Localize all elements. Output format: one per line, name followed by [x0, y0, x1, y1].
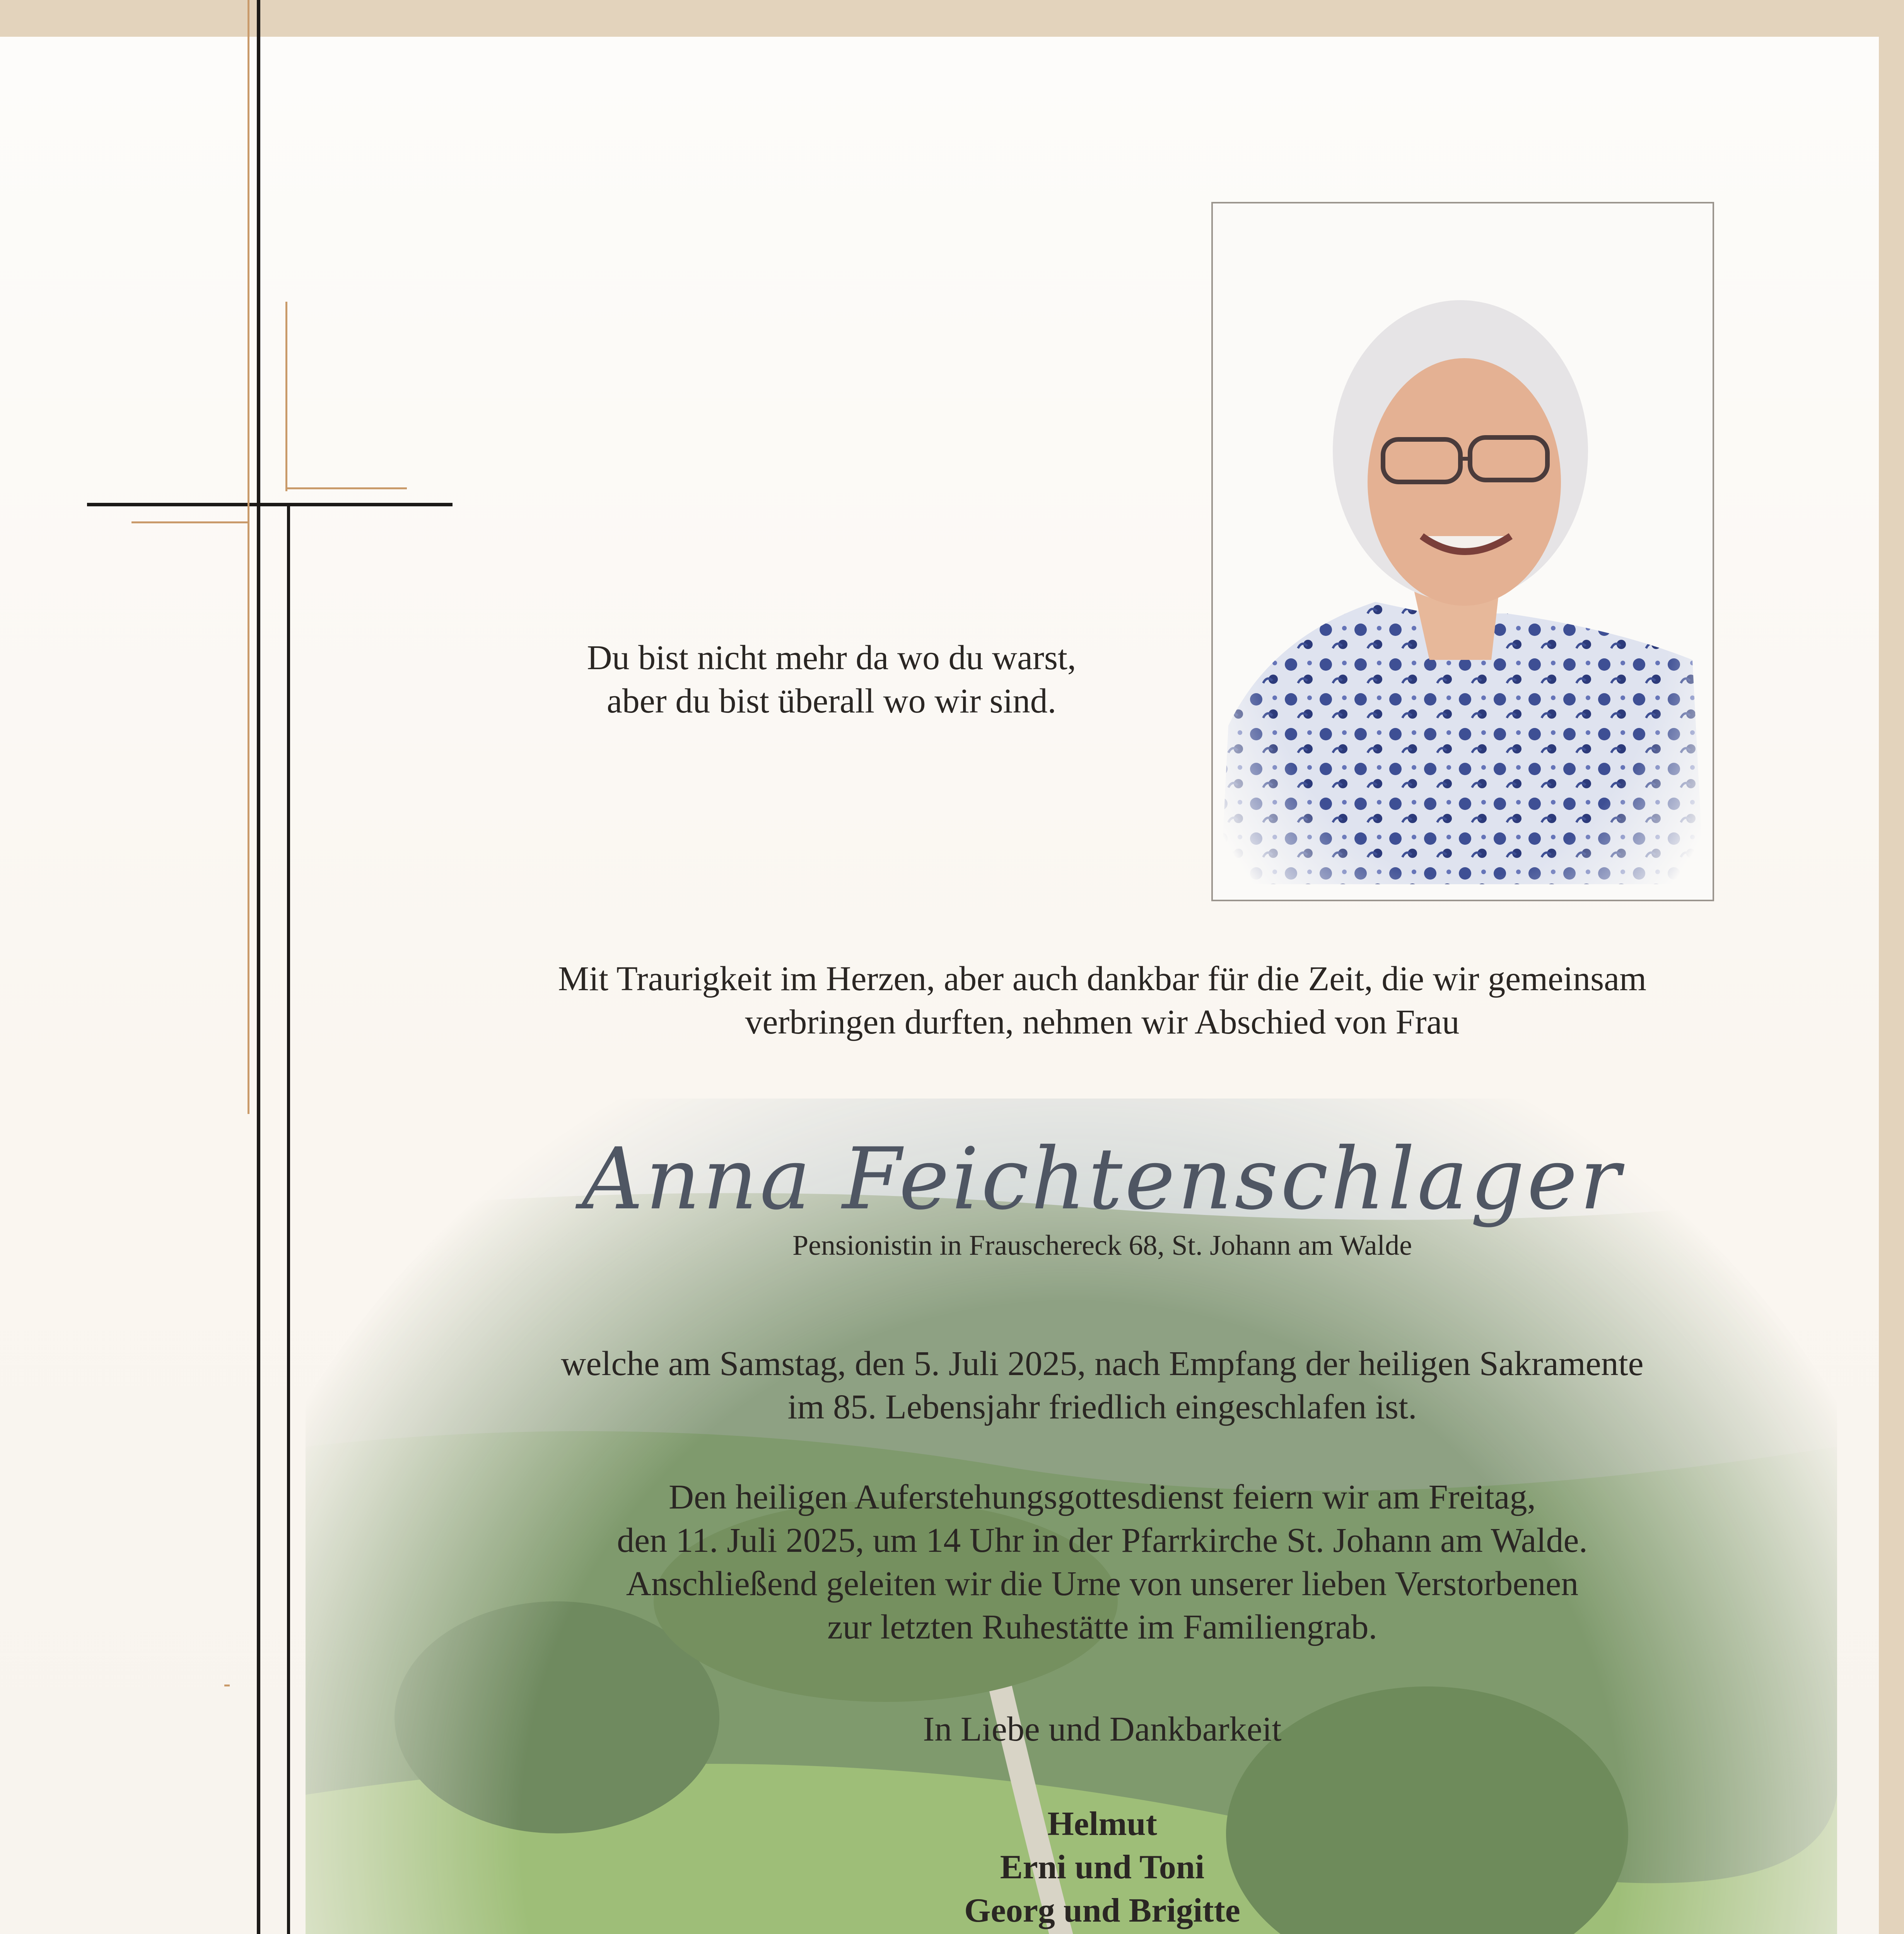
service-line: den 11. Juli 2025, um 14 Uhr in der Pfarrkirche St. Johann am Walde.: [617, 1521, 1588, 1560]
portrait-photo: [1211, 202, 1714, 901]
deceased-name: Anna Feichtenschlager: [582, 1129, 1623, 1228]
portrait-illustration: [1213, 203, 1713, 900]
service-info: [348, 1476, 1856, 1649]
intro-paragraph: [348, 957, 1856, 1044]
death-notice-line: welche am Samstag, den 5. Juli 2025, nach Empfang der heiligen Sakramente: [561, 1345, 1644, 1383]
verse-line: Du bist nicht mehr da wo du warst,: [587, 639, 1076, 677]
death-notice-line: im 85. Lebensjahr friedlich eingeschlafen ist.: [787, 1388, 1417, 1426]
service-line: zur letzten Ruhestätte im Familiengrab.: [827, 1608, 1378, 1646]
family-name: Erni und Toni: [1000, 1849, 1205, 1886]
family-name: Helmut: [1047, 1805, 1157, 1843]
service-line: Anschließend geleiten wir die Urne von unserer lieben Verstorbenen: [626, 1565, 1579, 1603]
closing-line: In Liebe und Dankbarkeit: [923, 1710, 1282, 1748]
verse-line: aber du bist überall wo wir sind.: [606, 682, 1057, 720]
children-list: [348, 1802, 1856, 1934]
closing: [348, 1708, 1856, 1751]
deceased-block: [348, 1129, 1856, 1267]
death-notice: [348, 1342, 1856, 1429]
verse: [503, 636, 1160, 723]
intro-line: Mit Traurigkeit im Herzen, aber auch dankbar für die Zeit, die wir gemeinsam: [558, 960, 1647, 998]
intro-line: verbringen durften, nehmen wir Abschied von Frau: [745, 1003, 1460, 1041]
service-line: Den heiligen Auferstehungsgottesdienst feiern wir am Freitag,: [669, 1478, 1536, 1516]
family-name: [348, 1932, 1856, 1934]
family-name: Georg und Brigitte: [964, 1892, 1240, 1929]
deceased-subtitle: Pensionistin in Frauschereck 68, St. Johann am Walde: [792, 1230, 1412, 1261]
